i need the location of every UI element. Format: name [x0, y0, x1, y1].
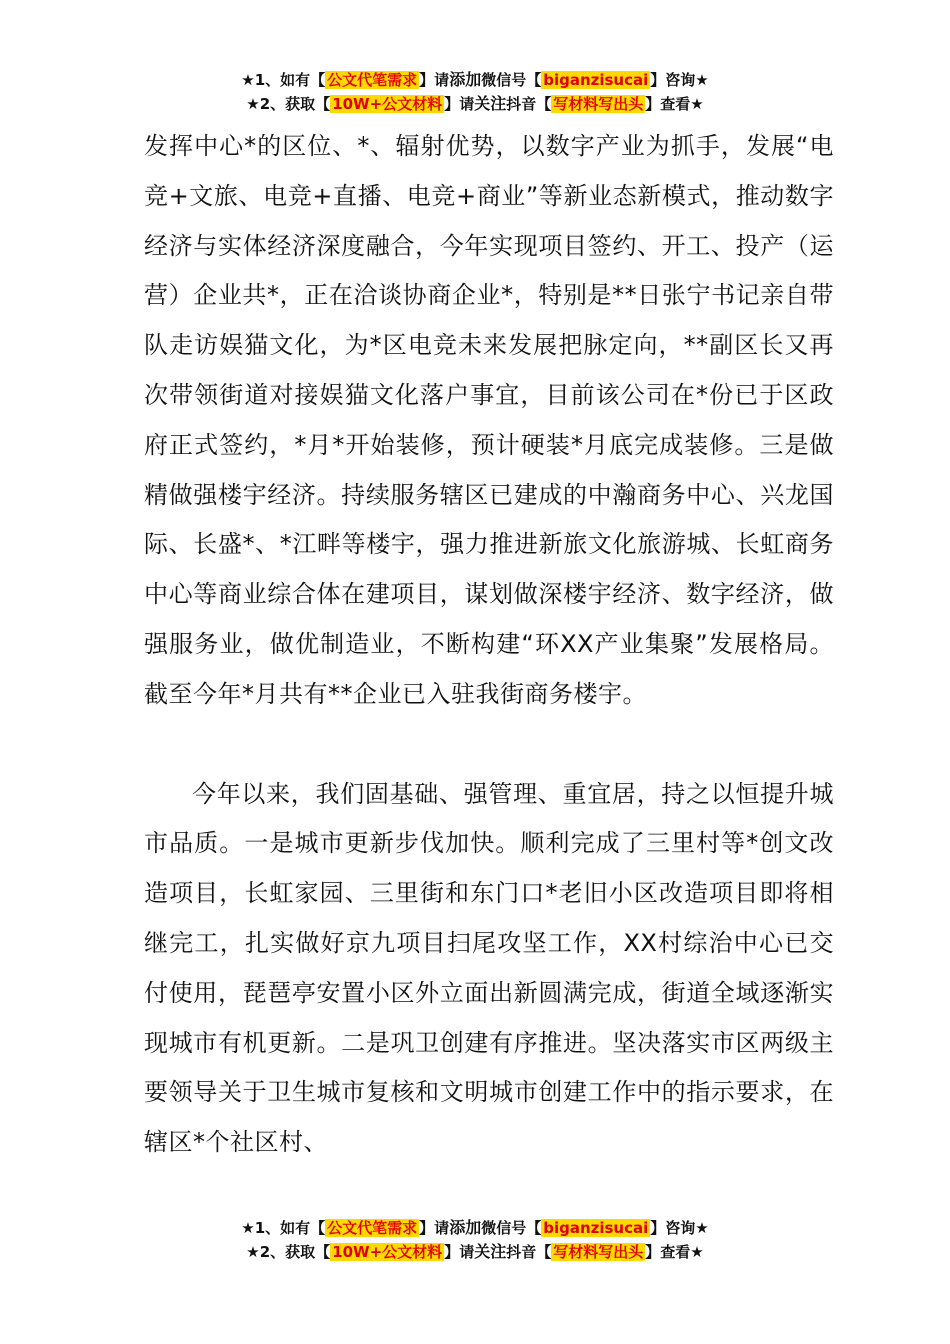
ad-highlight-wechat-id: biganzisucai	[543, 71, 649, 89]
ad-highlight-douyin-account: 写材料写出头	[553, 95, 644, 113]
header-ad-banner	[0, 68, 950, 116]
paragraph-2: 今年以来，我们固基础、强管理、重宜居，持之以恒提升城市品质。一是城市更新步伐加快。顺利完成了三里村等*创文改造项目，长虹家园、三里街和东门口*老旧小区改造项目即将相继完工，扎实做好京九项目扫尾攻坚工作，XX村综治中心已交付使用，琵琶亭安置小区外立面出新圆满完成，街道全域逐渐实现城市有机更新。二是巩卫创建有序推进。坚决落实市区两级主要领导关于卫生城市复核和文明城市创建工作中的指示要求，在辖区*个社区村、	[144, 779, 834, 1157]
ad-highlight-wechat-id: biganzisucai	[543, 1219, 649, 1237]
ad-highlight-service: 公文代笔需求	[327, 1219, 418, 1237]
document-body	[144, 122, 834, 1168]
paragraph-spacer	[144, 720, 834, 770]
ad-highlight-service: 公文代笔需求	[327, 71, 418, 89]
ad-line-1: ★1、如有【 公文代笔需求 】请添加微信号【 biganzisucai 】咨询★	[241, 1218, 709, 1237]
ad-highlight-materials: 10W+公文材料	[332, 95, 443, 113]
ad-highlight-douyin-account: 写材料写出头	[553, 1243, 644, 1261]
ad-line-2: ★2、获取【 10W+公文材料 】请关注抖音【 写材料写出头 】查看★	[246, 94, 704, 113]
ad-highlight-materials: 10W+公文材料	[332, 1243, 443, 1261]
paragraph-1: 发挥中心*的区位、*、辐射优势，以数字产业为抓手，发展“电竞+文旅、电竞+直播、电竞+商业”等新业态新模式，推动数字经济与实体经济深度融合，今年实现项目签约、开工、投产（运营）企业共*，正在洽谈协商企业*，特别是**日张宁书记亲自带队走访娱猫文化，为*区电竞未来发展把脉定向，**副区长又再次带领街道对接娱猫文化落户事宜，目前该公司在*份已于区政府正式签约，*月*开始装修，预计硬装*月底完成装修。三是做精做强楼宇经济。持续服务辖区已建成的中瀚商务中心、兴龙国际、长盛*、*江畔等楼宇，强力推进新旅文化旅游城、长虹商务中心等商业综合体在建项目，谋划做深楼宇经济、数字经济，做强服务业，做优制造业，不断构建“环XX产业集聚”发展格局。截至今年*月共有**企业已入驻我街商务楼宇。	[144, 132, 834, 708]
ad-line-2: ★2、获取【 10W+公文材料 】请关注抖音【 写材料写出头 】查看★	[246, 1242, 704, 1261]
footer-ad-banner	[0, 1216, 950, 1264]
ad-line-1: ★1、如有【 公文代笔需求 】请添加微信号【 biganzisucai 】咨询★	[241, 70, 709, 89]
